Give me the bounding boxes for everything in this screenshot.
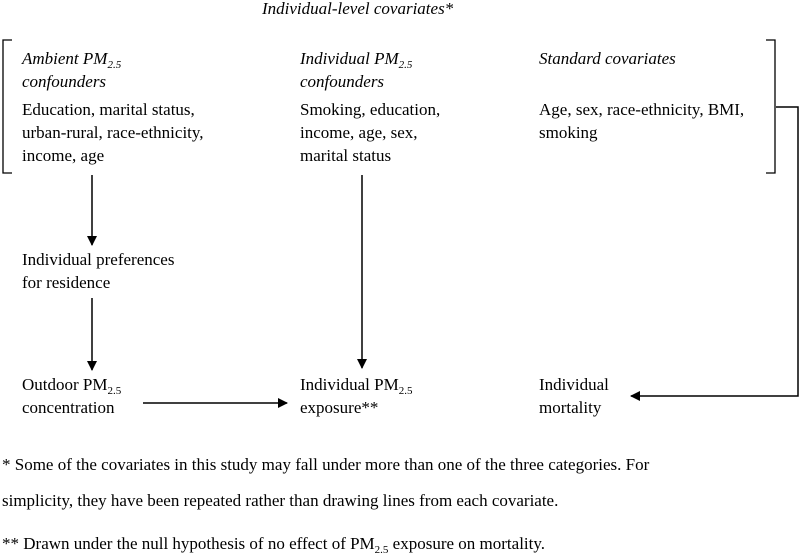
footnote-1-line1: * Some of the covariates in this study may fall under more than one of the three categories. For — [2, 455, 650, 474]
diagram-title: Individual-level covariates* — [262, 0, 454, 18]
standard-covariate-item: Age, sex, race-ethnicity, BMI, — [539, 100, 745, 119]
individual-confounders-heading-line2: confounders — [300, 72, 385, 91]
ambient-confounders-heading: Ambient $PM_{2.5}$ — [22, 49, 122, 71]
individual-confounder-item: income, age, sex, — [300, 123, 418, 142]
mortality-node-line2: mortality — [539, 398, 602, 417]
standard-covariates-heading: Standard covariates — [539, 49, 676, 68]
individual-confounders-heading: Individual $PM_{2.5}$ — [300, 49, 413, 71]
standard-covariate-item: smoking — [539, 123, 598, 142]
ambient-confounders-heading-line2: confounders — [22, 72, 107, 91]
mortality-node-line1: Individual — [539, 375, 609, 394]
ambient-confounder-item: urban-rural, race-ethnicity, — [22, 123, 204, 142]
right-bracket — [766, 40, 775, 173]
footnote-2: ** Drawn under the null hypothesis of no effect of $PM_{2.5}$ exposure on mortality. — [2, 534, 546, 556]
ambient-confounder-item: income, age — [22, 146, 105, 165]
individual-confounder-item: marital status — [300, 146, 392, 165]
exposure-node-line2: exposure** — [300, 398, 379, 417]
exposure-node: Individual $PM_{2.5}$ — [300, 375, 413, 397]
left-bracket — [3, 40, 12, 173]
preferences-node-line1: Individual preferences — [22, 250, 175, 269]
arrow-standard-to-mortality — [631, 107, 798, 396]
preferences-node-line2: for residence — [22, 273, 111, 292]
outdoor-pm-node: Outdoor $PM_{2.5}$ — [22, 375, 122, 397]
footnote-1-line2: simplicity, they have been repeated rather than drawing lines from each covariate. — [2, 491, 559, 510]
ambient-confounder-item: Education, marital status, — [22, 100, 195, 119]
individual-confounder-item: Smoking, education, — [300, 100, 441, 119]
outdoor-pm-node-line2: concentration — [22, 398, 115, 417]
